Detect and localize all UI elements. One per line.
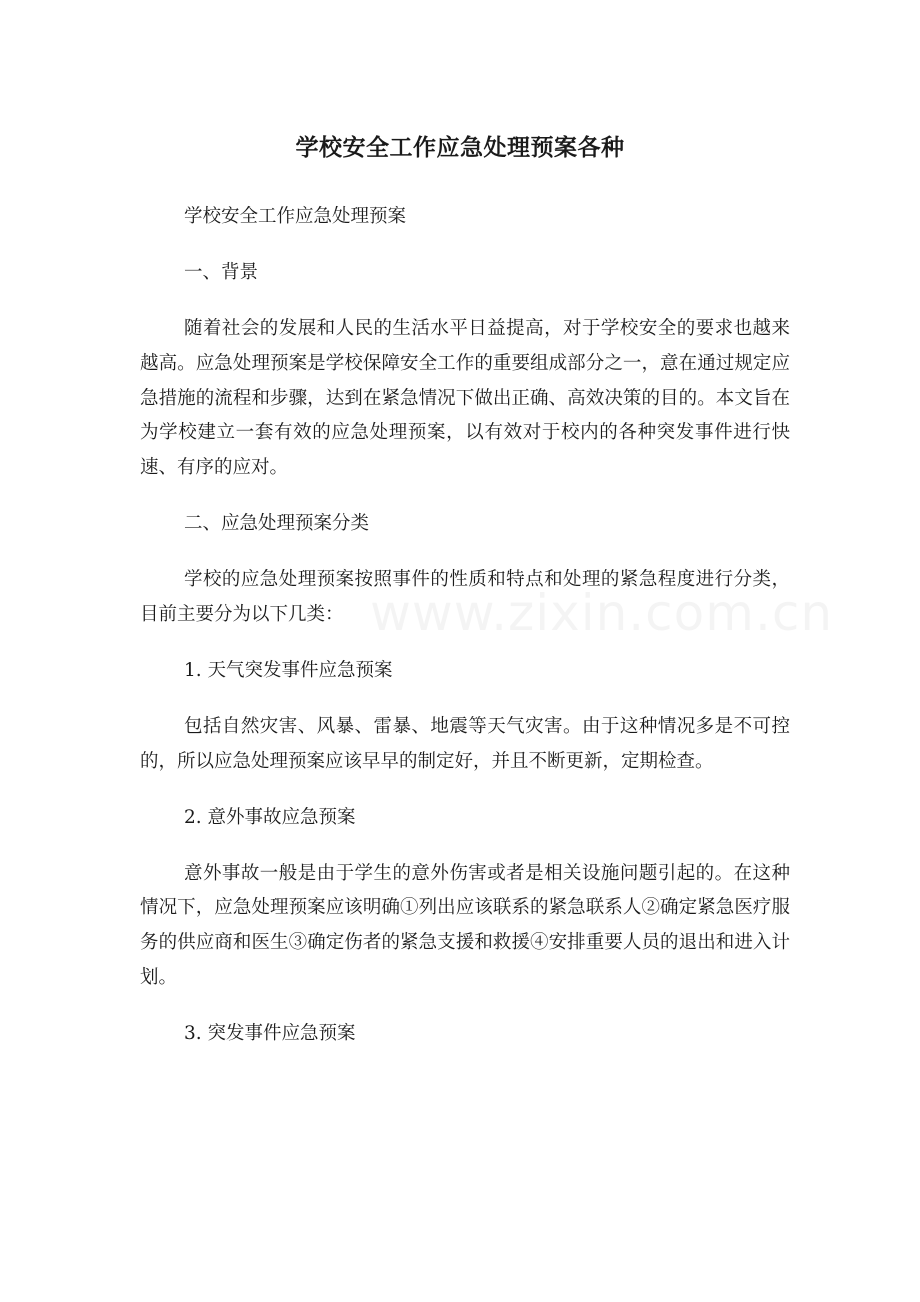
section-heading: 二、应急处理预案分类 xyxy=(184,513,370,535)
document-body xyxy=(140,200,790,1073)
body-paragraph: 包括自然灾害、风暴、雷暴、地震等天气灾害。由于这种情况多是不可控的，所以应急处理预案应该早早的制定好，并且不断更新，定期检查。 xyxy=(140,715,790,772)
section-heading: 学校安全工作应急处理预案 xyxy=(184,206,407,227)
section-heading: 一、背景 xyxy=(184,261,259,283)
document-title: 学校安全工作应急处理预案各种 xyxy=(295,135,625,161)
subsection-heading: 1. 天气突发事件应急预案 xyxy=(184,659,393,681)
subsection-heading: 3. 突发事件应急预案 xyxy=(184,1023,356,1045)
body-paragraph: 学校的应急处理预案按照事件的性质和特点和处理的紧急程度进行分类，目前主要分为以下几类： xyxy=(140,569,790,625)
body-paragraph: 意外事故一般是由于学生的意外伤害或者是相关设施问题引起的。在这种情况下，应急处理预案应该明确①列出应该联系的紧急联系人②确定紧急医疗服务的供应商和医生③确定伤者的紧急支援和救援④安排重要人员的退出和进入计划。 xyxy=(140,862,790,989)
subsection-heading: 2. 意外事故应急预案 xyxy=(184,806,356,828)
body-paragraph: 随着社会的发展和人民的生活水平日益提高，对于学校安全的要求也越来越高。应急处理预案是学校保障安全工作的重要组成部分之一，意在通过规定应急措施的流程和步骤，达到在紧急情况下做出正确、高效决策的目的。本文旨在为学校建立一套有效的应急处理预案，以有效对于校内的各种突发事件进行快速、有序的应对。 xyxy=(140,317,790,479)
